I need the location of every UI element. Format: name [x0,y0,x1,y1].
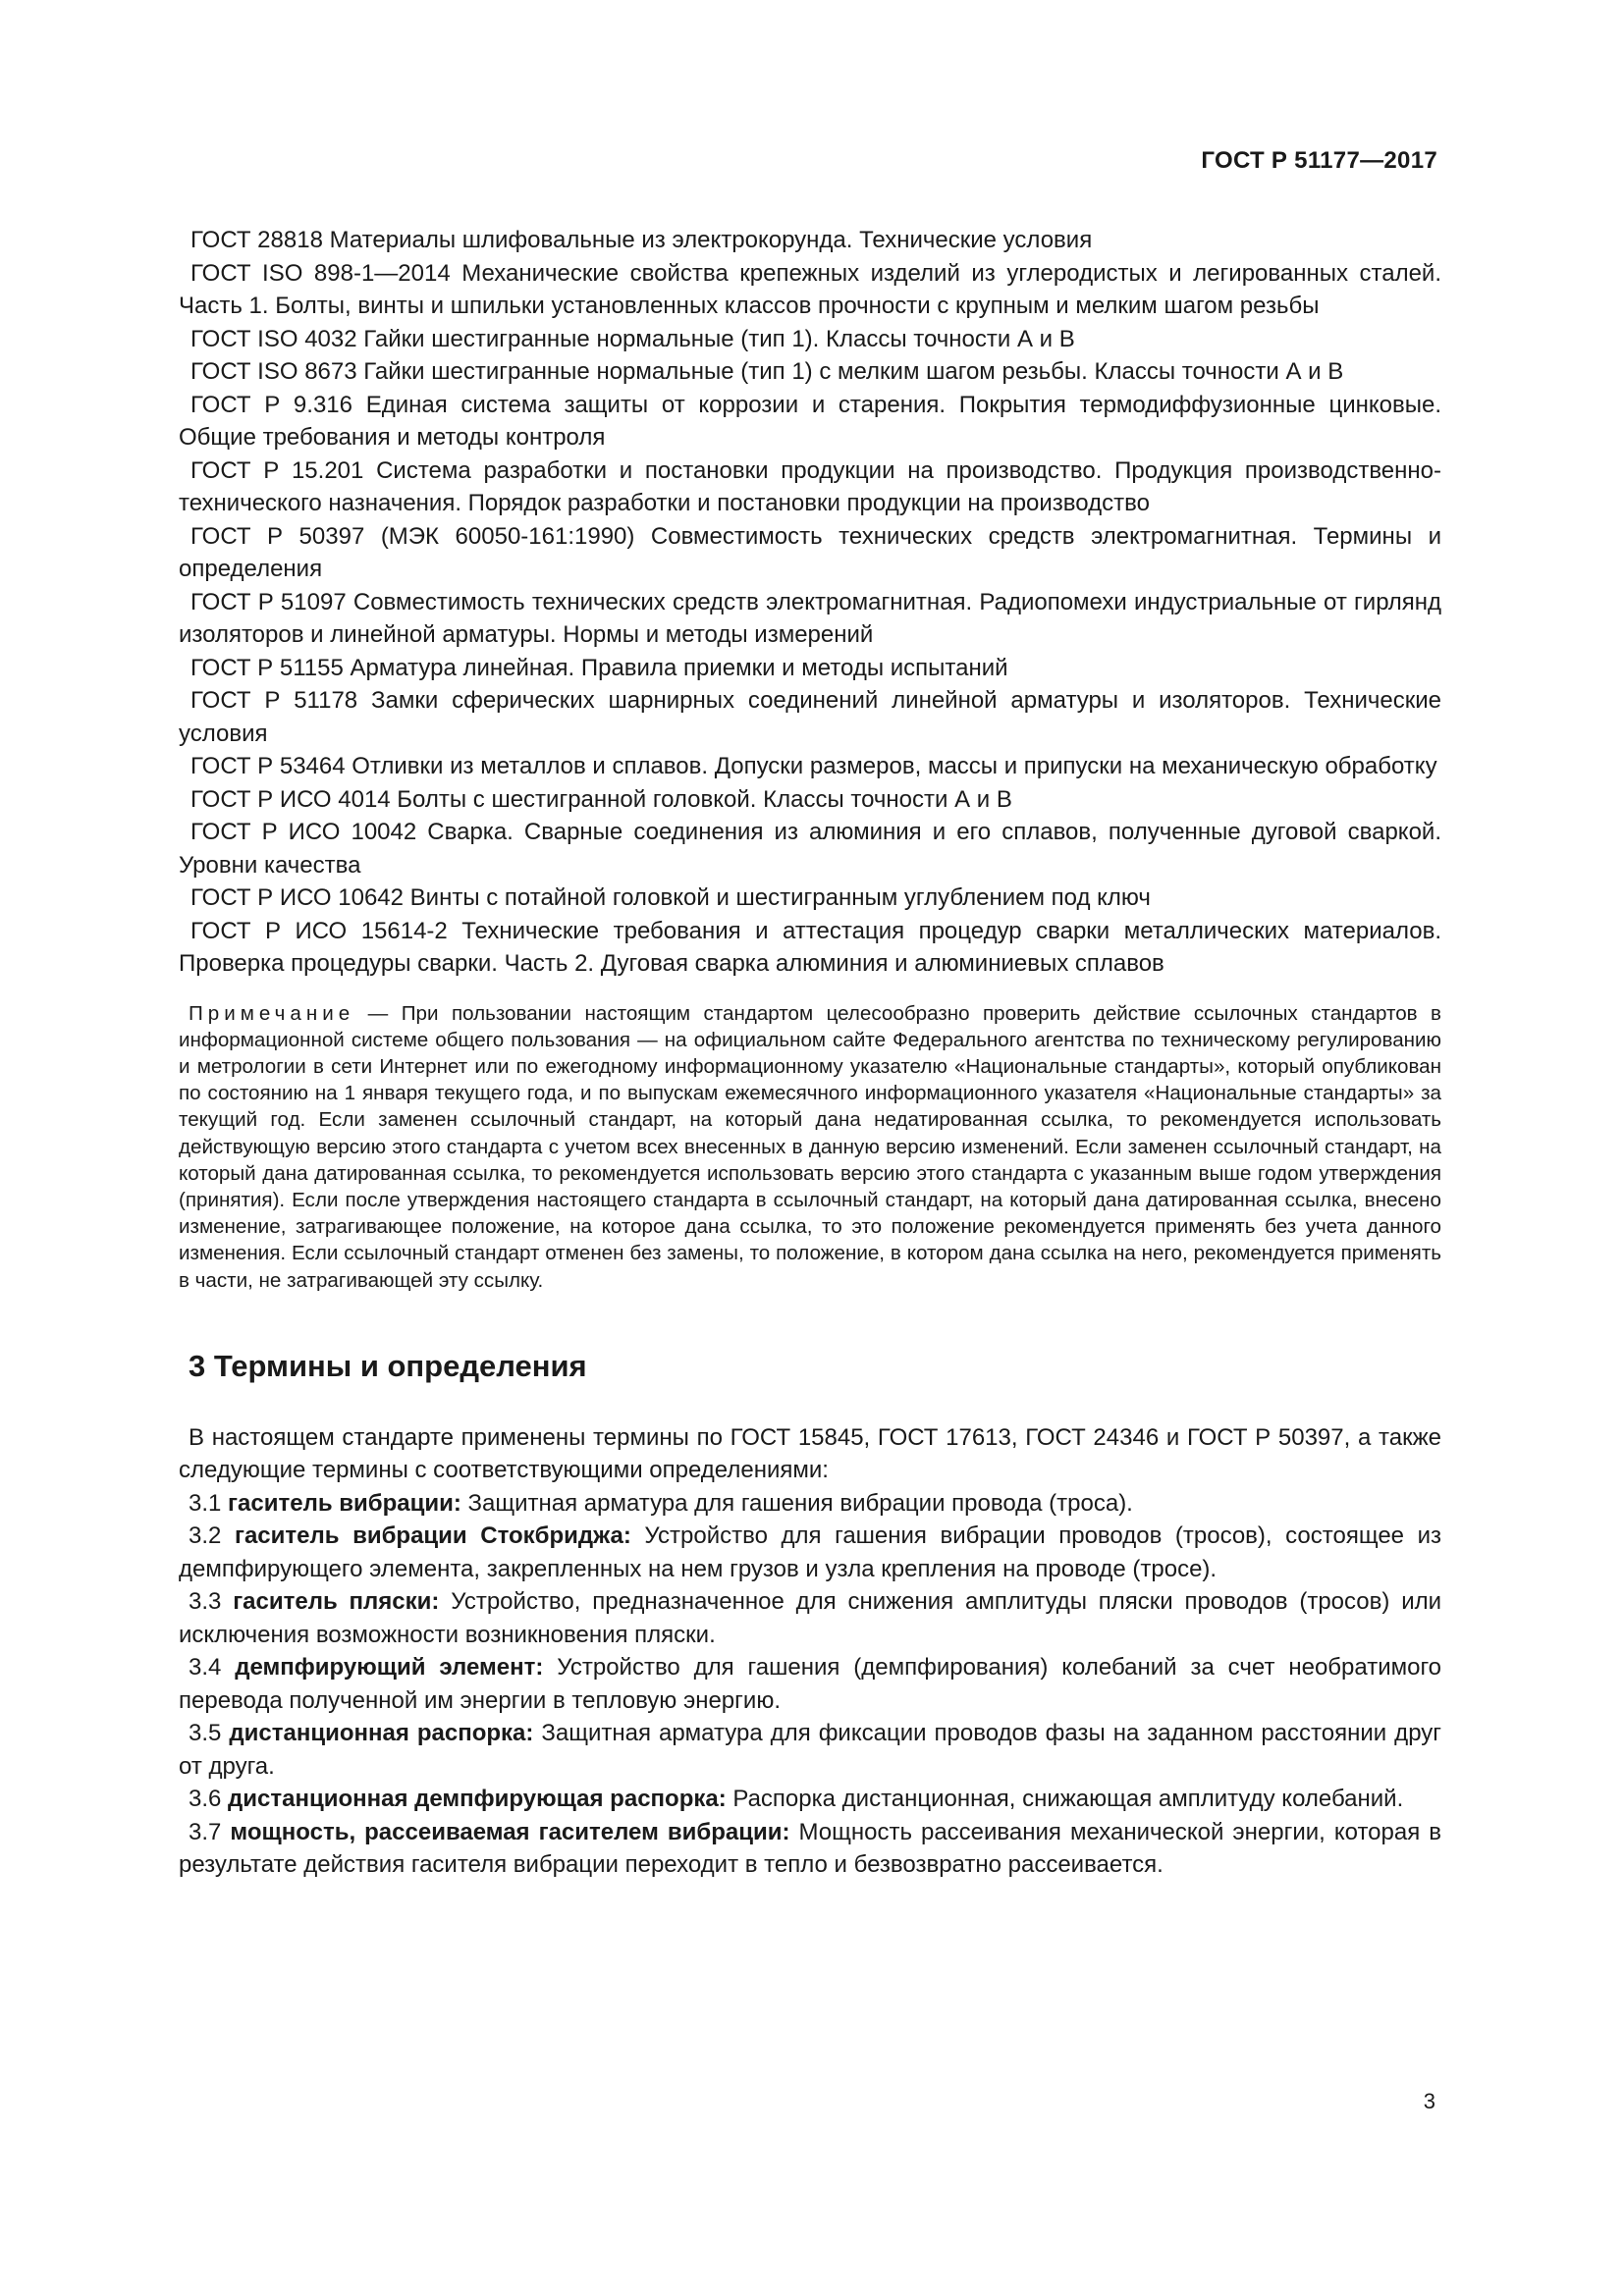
term-name: дистанционная распорка: [229,1720,534,1747]
reference-item: ГОСТ Р 51097 Совместимость технических средств электромагнитная. Радиопомехи индустриальные от гирлянд изоляторов и линейной арматуры. Нормы и методы измерений [179,588,1441,648]
term-definition: Мощность рассеивания механической энергии, которая в результате действия гасителя вибрации переходит в тепло и безвозвратно рассеивается. [179,1818,1441,1879]
term-name: гаситель вибрации: [228,1489,461,1517]
term-number: 3.3 [189,1588,222,1616]
reference-item: ГОСТ Р 51178 Замки сферических шарнирных соединений линейной арматуры и изоляторов. Технические условия [179,687,1441,747]
term-definition: Защитная арматура для фиксации проводов фазы на заданном расстоянии друг от друга. [179,1720,1442,1780]
term-item [179,1717,1441,1783]
term-definition: Устройство для гашения вибрации проводов (тросов), состоящее из демпфирующего элемента, закрепленных на нем грузов и узла крепления на проводе (тросе). [179,1522,1442,1582]
term-item [179,1783,1441,1816]
section-intro: В настоящем стандарте применены термины по ГОСТ 15845, ГОСТ 17613, ГОСТ 24346 и ГОСТ Р 50397, а также следующие термины с соответствующими определениями: [179,1423,1441,1484]
term-item [179,1487,1441,1521]
term-number: 3.5 [189,1720,222,1747]
reference-item: ГОСТ Р 53464 Отливки из металлов и сплавов. Допуски размеров, массы и припуски на механическую обработку [190,753,1437,779]
reference-item: ГОСТ Р 51155 Арматура линейная. Правила приемки и методы испытаний [190,654,1008,681]
term-number: 3.7 [189,1818,222,1845]
reference-item: ГОСТ Р 9.316 Единая система защиты от коррозии и старения. Покрытия термодиффузионные цинковые. Общие требования и методы контроля [179,391,1441,451]
term-name: гаситель вибрации Стокбриджа: [234,1522,631,1550]
document-header: ГОСТ Р 51177—2017 [1201,147,1437,174]
term-item [179,1816,1441,1882]
reference-item: ГОСТ Р 50397 (МЭК 60050-161:1990) Совместимость технических средств электромагнитная. Термины и определения [179,522,1441,582]
term-definition: Защитная арматура для гашения вибрации провода (троса). [467,1489,1133,1517]
reference-item: ГОСТ Р ИСО 10642 Винты с потайной головкой и шестигранным углублением под ключ [190,884,1151,911]
note-text: — При пользовании настоящим стандартом целесообразно проверить действие ссылочных стандартов в информационной системе общего пользования — на официальном сайте Федерального агентства по техническому регулированию и метрологии в сети Интернет или по ежегодному информационному указателю «Национальные стандарты», который опубликован по состоянию на 1 января текущего года, и по выпускам ежемесячного информационного указателя «Национальные стандарты» за текущий год. Если заменен ссылочный стандарт, на который дана недатированная ссылка, то рекомендуется использовать действующую версию этого стандарта с учетом всех внесенных в данную версию изменений. Если заменен ссылочный стандарт, на который дана датированная ссылка, то рекомендуется использовать версию этого стандарта с указанным выше годом утверждения (принятия). Если после утверждения настоящего стандарта в ссылочный стандарт, на который дана датированная ссылка, внесено изменение, затрагивающее положение, на которое дана ссылка, то это положение рекомендуется применять без учета данного изменения. Если ссылочный стандарт отменен без замены, то положение, в котором дана ссылка на него, рекомендуется применять в части, не затрагивающей эту ссылку. [179,1001,1441,1292]
note-paragraph [179,1000,1441,1294]
reference-item: ГОСТ Р 15.201 Система разработки и постановки продукции на производство. Продукция производственно-технического назначения. Порядок разработки и постановки продукции на производство [179,456,1441,516]
reference-item: ГОСТ ISO 898-1—2014 Механические свойства крепежных изделий из углеродистых и легированных сталей. Часть 1. Болты, винты и шпильки установленных классов прочности с крупным и мелким шагом резьбы [179,259,1441,319]
term-item [179,1651,1441,1717]
term-definition: Устройство для гашения (демпфирования) колебаний за счет необратимого перевода полученной им энергии в тепловую энергию. [179,1654,1442,1714]
term-number: 3.1 [189,1489,222,1517]
term-definition: Устройство, предназначенное для снижения амплитуды пляски проводов (тросов) или исключения возможности возникновения пляски. [179,1588,1442,1648]
page-content [179,224,1441,1882]
term-number: 3.2 [189,1522,222,1550]
term-name: дистанционная демпфирующая распорка: [228,1786,727,1813]
normative-references-list [179,224,1441,981]
term-item [179,1520,1441,1585]
reference-item: ГОСТ Р ИСО 15614-2 Технические требования и аттестация процедур сварки металлических материалов. Проверка процедуры сварки. Часть 2. Дуговая сварка алюминия и алюминиевых сплавов [179,917,1441,977]
term-item [179,1585,1441,1651]
term-name: мощность, рассеиваемая гасителем вибрации: [230,1818,790,1845]
terms-list [179,1421,1441,1882]
term-number: 3.6 [189,1786,222,1813]
reference-item: ГОСТ Р ИСО 4014 Болты с шестигранной головкой. Классы точности А и В [190,785,1012,813]
term-name: гаситель пляски: [233,1588,440,1616]
term-name: демпфирующий элемент: [235,1654,544,1682]
reference-item: ГОСТ 28818 Материалы шлифовальные из электрокорунда. Технические условия [190,227,1093,253]
page-number: 3 [1423,2089,1435,2113]
reference-item: ГОСТ ISO 4032 Гайки шестигранные нормальные (тип 1). Классы точности А и В [190,325,1075,352]
term-definition: Распорка дистанционная, снижающая амплитуду колебаний. [732,1786,1404,1813]
term-number: 3.4 [189,1654,222,1682]
note-label: Примечание [189,1001,355,1025]
reference-item: ГОСТ Р ИСО 10042 Сварка. Сварные соединения из алюминия и его сплавов, полученные дуговой сваркой. Уровни качества [179,819,1441,879]
section-title: 3 Термины и определения [189,1348,587,1383]
reference-item: ГОСТ ISO 8673 Гайки шестигранные нормальные (тип 1) с мелким шагом резьбы. Классы точности А и В [190,358,1344,385]
